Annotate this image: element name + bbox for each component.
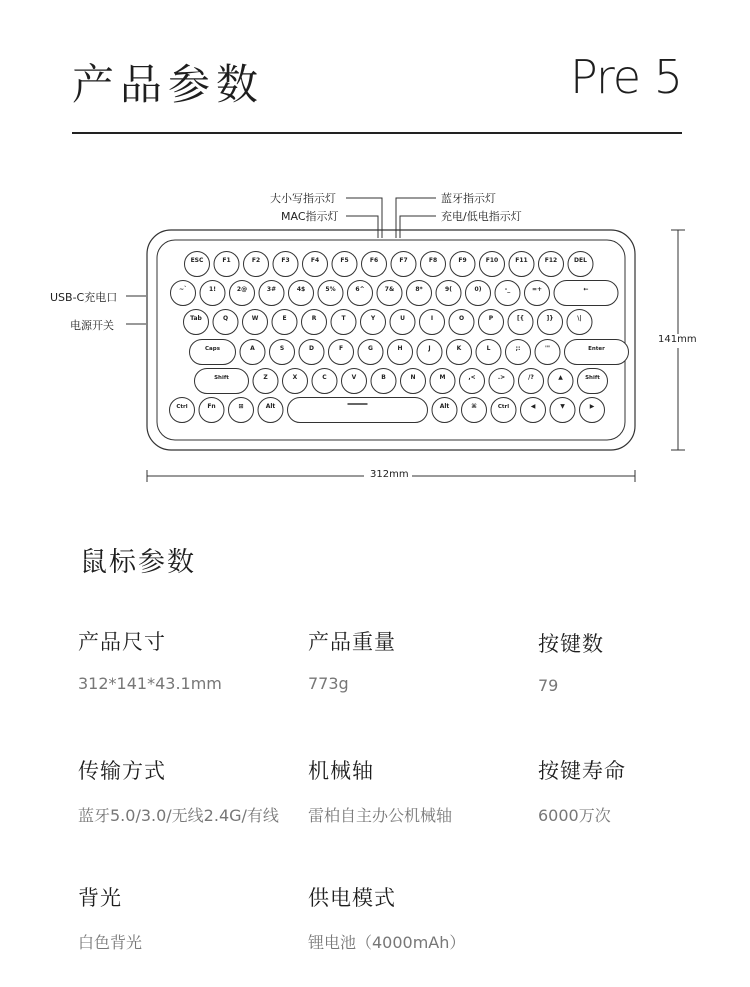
keyboard-key bbox=[273, 252, 298, 277]
key-label: A bbox=[250, 345, 255, 352]
key-label: R bbox=[311, 315, 317, 322]
keyboard-key bbox=[243, 310, 268, 335]
spec-value: 雷柏自主办公机械轴 bbox=[308, 806, 453, 825]
key-label: Q bbox=[222, 315, 229, 322]
key-label: 4$ bbox=[296, 286, 306, 293]
key-label: ,< bbox=[468, 374, 476, 381]
key-label: D bbox=[309, 345, 314, 352]
keyboard-key bbox=[449, 310, 474, 335]
key-label: ◀ bbox=[530, 403, 536, 410]
section-title: 鼠标参数 bbox=[80, 547, 196, 578]
keyboard-key bbox=[508, 310, 533, 335]
keyboard-key bbox=[332, 252, 357, 277]
brand-logo: Pre 5 bbox=[569, 50, 682, 104]
keyboard-key bbox=[331, 310, 356, 335]
key-label: F bbox=[338, 345, 344, 352]
spec-label: 机械轴 bbox=[308, 759, 374, 783]
keyboard-key bbox=[460, 369, 485, 394]
keyboard-key bbox=[447, 340, 472, 365]
key-label: Shift bbox=[214, 375, 229, 381]
key-label: B bbox=[381, 374, 386, 381]
key-label: N bbox=[410, 374, 416, 381]
keyboard-key bbox=[525, 281, 550, 306]
keyboard-key bbox=[199, 398, 224, 423]
key-label: Z bbox=[263, 374, 268, 381]
key-label: '" bbox=[545, 345, 550, 352]
key-label: I bbox=[430, 315, 434, 322]
keyboard-key bbox=[578, 369, 608, 394]
spec-value: 6000万次 bbox=[538, 806, 611, 825]
keyboard-key bbox=[270, 340, 295, 365]
key-label: ~` bbox=[178, 286, 188, 293]
keyboard-key bbox=[358, 340, 383, 365]
keyboard-key bbox=[185, 252, 210, 277]
keyboard-key bbox=[377, 281, 402, 306]
keyboard-key bbox=[550, 398, 575, 423]
key-label: .> bbox=[497, 374, 506, 381]
keyboard-key bbox=[361, 310, 386, 335]
keyboard-key bbox=[580, 398, 605, 423]
spec-value: 白色背光 bbox=[78, 933, 143, 952]
key-label: L bbox=[486, 345, 491, 352]
key-label: F8 bbox=[428, 257, 438, 264]
key-label: Y bbox=[370, 315, 376, 322]
keyboard-key bbox=[303, 252, 328, 277]
header-divider bbox=[72, 132, 682, 134]
keyboard-key bbox=[195, 369, 249, 394]
key-label: 3# bbox=[266, 286, 277, 293]
key-label: \| bbox=[577, 315, 582, 322]
keyboard-key bbox=[312, 369, 337, 394]
keyboard-key bbox=[371, 369, 396, 394]
callout-power-switch: 电源开关 bbox=[70, 319, 114, 332]
key-label: ⌘ bbox=[471, 403, 477, 410]
keyboard-key bbox=[519, 369, 544, 394]
spec-label: 产品重量 bbox=[308, 630, 396, 654]
key-label: F9 bbox=[458, 257, 467, 264]
keyboard-key bbox=[214, 252, 239, 277]
key-label: Fn bbox=[207, 403, 216, 410]
key-label: ▲ bbox=[558, 374, 563, 381]
keyboard-key bbox=[200, 281, 225, 306]
keyboard-key bbox=[554, 281, 618, 306]
spec-key-count bbox=[538, 628, 604, 695]
key-label: F11 bbox=[515, 257, 528, 264]
keyboard-key bbox=[539, 252, 564, 277]
spec-switch bbox=[308, 755, 452, 826]
key-label: 1! bbox=[209, 286, 216, 293]
keyboard-key bbox=[253, 369, 278, 394]
keyboard-key bbox=[521, 398, 546, 423]
keyboard-key bbox=[495, 281, 520, 306]
key-label: =+ bbox=[531, 286, 543, 293]
callout-caps-led: 大小写指示灯 bbox=[270, 192, 336, 205]
key-label: -_ bbox=[504, 286, 511, 293]
key-label: G bbox=[368, 345, 373, 352]
keyboard-key bbox=[568, 252, 593, 277]
spec-label: 按键寿命 bbox=[538, 759, 626, 783]
spec-value: 锂电池（4000mAh） bbox=[308, 933, 466, 952]
dimension-width: 312mm bbox=[370, 469, 409, 480]
key-label: Shift bbox=[585, 375, 600, 381]
callout-usb-port: USB-C充电口 bbox=[50, 291, 118, 304]
keyboard-key bbox=[329, 340, 354, 365]
key-label: O bbox=[458, 315, 465, 322]
spec-transmission bbox=[78, 755, 279, 826]
key-label: ← bbox=[583, 286, 589, 293]
keyboard-key bbox=[421, 252, 446, 277]
keyboard-key bbox=[190, 340, 236, 365]
keyboard-key bbox=[509, 252, 534, 277]
key-label: F10 bbox=[485, 257, 499, 264]
key-label: /? bbox=[528, 374, 534, 381]
spec-label: 产品尺寸 bbox=[78, 630, 166, 654]
key-label: E bbox=[282, 315, 287, 322]
spec-weight bbox=[308, 626, 396, 693]
key-label: 9( bbox=[445, 286, 452, 293]
key-label: C bbox=[322, 374, 327, 381]
spec-label: 传输方式 bbox=[78, 759, 166, 783]
spec-key-life bbox=[538, 755, 626, 826]
key-label: M bbox=[439, 374, 446, 381]
keyboard-key bbox=[240, 340, 265, 365]
key-label: [{ bbox=[516, 315, 525, 322]
key-label: Caps bbox=[205, 346, 220, 352]
key-label: 0) bbox=[474, 286, 482, 293]
keyboard-key bbox=[388, 340, 413, 365]
keyboard-key bbox=[229, 398, 254, 423]
keyboard-key bbox=[535, 340, 560, 365]
keyboard-key bbox=[538, 310, 563, 335]
key-label: ]} bbox=[546, 315, 554, 322]
keyboard-key bbox=[184, 310, 209, 335]
key-label: DEL bbox=[574, 257, 587, 264]
key-label: V bbox=[351, 374, 357, 381]
keyboard-key bbox=[432, 398, 457, 423]
keyboard-key bbox=[479, 310, 504, 335]
keyboard-key bbox=[417, 340, 442, 365]
key-label: F6 bbox=[369, 257, 379, 264]
key-label: X bbox=[292, 374, 298, 381]
keyboard-key bbox=[391, 252, 416, 277]
keyboard-key bbox=[288, 398, 428, 423]
spec-label: 按键数 bbox=[538, 632, 604, 656]
key-label: F3 bbox=[281, 257, 290, 264]
key-label: ▼ bbox=[560, 403, 565, 410]
keyboard-key bbox=[283, 369, 308, 394]
key-label: ▶ bbox=[589, 403, 595, 410]
callout-mac-led: MAC指示灯 bbox=[281, 210, 339, 223]
keyboard-key bbox=[491, 398, 516, 423]
key-label: Ctrl bbox=[176, 404, 188, 410]
keyboard-key bbox=[362, 252, 387, 277]
key-label: ⊞ bbox=[238, 403, 244, 410]
keyboard-key bbox=[299, 340, 324, 365]
key-label: 2@ bbox=[236, 286, 248, 293]
key-label: P bbox=[488, 315, 494, 322]
keyboard-key bbox=[407, 281, 432, 306]
keyboard-key bbox=[272, 310, 297, 335]
keyboard-key bbox=[230, 281, 255, 306]
keyboard-key bbox=[420, 310, 445, 335]
key-label: ESC bbox=[190, 257, 204, 264]
spec-power bbox=[308, 882, 465, 953]
spec-value: 79 bbox=[538, 676, 559, 695]
key-label: Alt bbox=[265, 403, 276, 410]
keyboard-key bbox=[436, 281, 461, 306]
key-label: 5% bbox=[325, 286, 336, 293]
key-label: S bbox=[279, 345, 285, 352]
callout-bt-led: 蓝牙指示灯 bbox=[441, 192, 496, 205]
keyboard-key bbox=[466, 281, 491, 306]
keyboard-key bbox=[565, 340, 629, 365]
key-label: F4 bbox=[310, 257, 320, 264]
spec-value: 312*141*43.1mm bbox=[78, 674, 222, 693]
key-label: 6^ bbox=[355, 286, 365, 293]
dimension-height: 141mm bbox=[658, 334, 697, 345]
keyboard-key bbox=[476, 340, 501, 365]
key-label: F1 bbox=[222, 257, 231, 264]
key-label: W bbox=[251, 315, 259, 322]
key-label: F12 bbox=[544, 257, 558, 264]
keyboard-key bbox=[170, 398, 195, 423]
page-title: 产品参数 bbox=[72, 60, 265, 109]
spec-backlight bbox=[78, 882, 142, 953]
keyboard-key bbox=[567, 310, 592, 335]
key-label: F7 bbox=[399, 257, 408, 264]
spec-label: 背光 bbox=[78, 886, 122, 910]
keyboard-key bbox=[480, 252, 505, 277]
keyboard-key bbox=[258, 398, 283, 423]
key-label: J bbox=[428, 345, 431, 352]
key-label: 8* bbox=[415, 286, 423, 293]
keyboard-key bbox=[390, 310, 415, 335]
key-label: F2 bbox=[251, 257, 261, 264]
keyboard-key bbox=[450, 252, 475, 277]
key-label: K bbox=[456, 345, 462, 352]
keyboard-diagram bbox=[0, 180, 750, 490]
key-label: H bbox=[397, 345, 403, 352]
keyboard-key bbox=[342, 369, 367, 394]
key-label: F5 bbox=[340, 257, 349, 264]
spec-label: 供电模式 bbox=[308, 886, 396, 910]
key-label: T bbox=[341, 315, 346, 322]
keyboard-key bbox=[430, 369, 455, 394]
keyboard-key bbox=[302, 310, 327, 335]
keyboard-key bbox=[462, 398, 487, 423]
spec-value: 蓝牙5.0/3.0/无线2.4G/有线 bbox=[78, 806, 279, 825]
callout-charge-led: 充电/低电指示灯 bbox=[441, 210, 522, 223]
keyboard-key bbox=[244, 252, 269, 277]
keyboard-key bbox=[489, 369, 514, 394]
key-label: Ctrl bbox=[497, 404, 510, 410]
key-label: Tab bbox=[190, 315, 202, 322]
keyboard-key bbox=[548, 369, 573, 394]
keyboard-key bbox=[401, 369, 426, 394]
keyboard-illustration bbox=[0, 180, 750, 490]
key-label: ;: bbox=[515, 345, 521, 352]
keyboard-key bbox=[318, 281, 343, 306]
keyboard-key bbox=[506, 340, 531, 365]
spec-size bbox=[78, 626, 222, 693]
keyboard-key bbox=[171, 281, 196, 306]
spec-value: 773g bbox=[308, 674, 349, 693]
keyboard-key bbox=[259, 281, 284, 306]
key-label: Alt bbox=[439, 403, 450, 410]
key-label: U bbox=[400, 315, 405, 322]
key-label: 7& bbox=[384, 286, 395, 293]
keyboard-key bbox=[289, 281, 314, 306]
keyboard-key bbox=[348, 281, 373, 306]
keyboard-key bbox=[213, 310, 238, 335]
key-label: Enter bbox=[588, 346, 605, 352]
